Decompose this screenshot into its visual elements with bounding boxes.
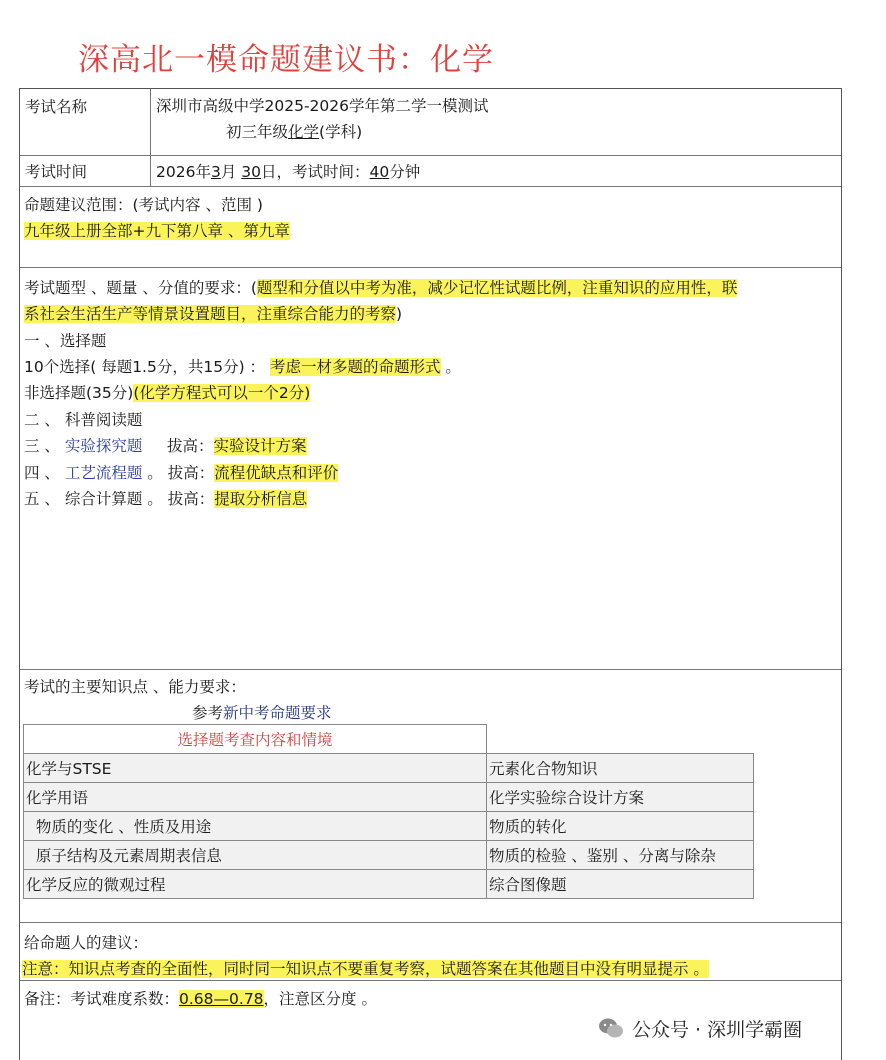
experiment-highlight: 实验设计方案 bbox=[213, 437, 307, 455]
requirement-item-process bbox=[24, 461, 338, 483]
wechat-official-account-icon bbox=[598, 1017, 624, 1039]
calculation-highlight: 提取分析信息 bbox=[214, 490, 308, 508]
table-row bbox=[24, 783, 754, 812]
process-title: 工艺流程题 bbox=[64, 464, 143, 482]
experiment-title: 实验探究题 bbox=[64, 437, 143, 455]
reference-prefix: 参考 bbox=[192, 704, 224, 722]
proposal-document bbox=[19, 88, 842, 1060]
requirement-item-calculation bbox=[24, 487, 307, 509]
advice-heading: 给命题人的建议： bbox=[24, 934, 149, 952]
minutes-unit: 分钟 bbox=[389, 163, 421, 181]
remark-suffix: ，注意区分度 。 bbox=[263, 990, 377, 1008]
exam-name-row bbox=[20, 89, 841, 156]
table-row bbox=[24, 754, 754, 783]
scope-content-text: 九年级上册全部+九下第八章 、第九章 bbox=[24, 222, 290, 240]
reference-link-text: 新中考命题要求 bbox=[223, 704, 332, 722]
nonchoice-highlight: (化学方程式可以一个2分) bbox=[133, 384, 311, 402]
process-prefix: 四 、 bbox=[24, 464, 65, 482]
table-cell: 元素化合物知识 bbox=[487, 754, 754, 783]
choice-detail-highlight: 考虑一材多题的命题形式 bbox=[269, 358, 441, 376]
table-cell: 化学实验综合设计方案 bbox=[487, 783, 754, 812]
process-highlight: 流程优缺点和评价 bbox=[214, 464, 339, 482]
exam-time-label: 考试时间 bbox=[20, 156, 151, 186]
requirement-item-choice: 一 、选择题 bbox=[24, 332, 107, 350]
remark-line bbox=[24, 987, 377, 1009]
table-header: 选择题考查内容和情境 bbox=[24, 725, 487, 754]
requirement-item-experiment bbox=[24, 434, 307, 456]
advice-note-text: 注意：知识点考查的全面性，同时同一知识点不要重复考察，试题答案在其他题目中没有明显提示 。 bbox=[22, 960, 709, 978]
exam-month: 3 bbox=[210, 163, 221, 181]
table-cell: 物质的检验 、鉴别 、分离与除杂 bbox=[487, 841, 754, 870]
choice-detail-suffix: 。 bbox=[440, 358, 461, 376]
knowledge-reference bbox=[192, 701, 332, 723]
difficulty-value: 0.68—0.78 bbox=[179, 990, 264, 1008]
nonchoice-prefix: 非选择题(35分) bbox=[24, 384, 134, 402]
table-cell: 综合图像题 bbox=[487, 870, 754, 899]
exam-name-line1: 深圳市高级中学2025-2026学年第二学一模测试 bbox=[156, 97, 489, 115]
exam-year: 2026年 bbox=[156, 163, 211, 181]
scope-heading: 命题建议范围：(考试内容 、范围 ) bbox=[24, 196, 263, 214]
table-row bbox=[24, 841, 754, 870]
remark-row bbox=[20, 981, 841, 1013]
exam-name-line2 bbox=[226, 120, 362, 142]
subject-suffix: (学科) bbox=[319, 123, 363, 141]
table-row bbox=[24, 870, 754, 899]
remark-prefix: 备注：考试难度系数： bbox=[24, 990, 180, 1008]
table-cell: 化学反应的微观过程 bbox=[24, 870, 487, 899]
watermark-text: 公众号 · 深圳学霸圈 bbox=[632, 1018, 803, 1041]
table-cell: 化学用语 bbox=[24, 783, 487, 812]
exam-day: 30 bbox=[241, 163, 261, 181]
advice-note bbox=[22, 957, 709, 979]
subject-text: 化学 bbox=[288, 123, 320, 141]
table-header-blank bbox=[487, 725, 754, 754]
advice-row bbox=[20, 923, 841, 981]
requirements-heading-prefix: 考试题型 、题量 、分值的要求：( bbox=[24, 279, 257, 297]
table-row bbox=[24, 812, 754, 841]
knowledge-heading: 考试的主要知识点 、能力要求： bbox=[24, 678, 246, 696]
table-cell: 物质的转化 bbox=[487, 812, 754, 841]
knowledge-row bbox=[20, 670, 841, 923]
table-cell: 化学与STSE bbox=[24, 754, 487, 783]
month-unit: 月 bbox=[220, 163, 242, 181]
scope-row bbox=[20, 187, 841, 268]
process-mid: 。 拔高： bbox=[142, 464, 215, 482]
requirements-heading-line1 bbox=[24, 276, 737, 298]
knowledge-table bbox=[23, 724, 754, 899]
experiment-prefix: 三 、 bbox=[24, 437, 65, 455]
choice-detail-prefix: 10个选择( 每题1.5分，共15分) ： bbox=[24, 358, 270, 376]
day-suffix: 日，考试时间： bbox=[261, 163, 370, 181]
exam-minutes: 40 bbox=[369, 163, 390, 181]
table-cell: 物质的变化 、性质及用途 bbox=[24, 812, 487, 841]
experiment-mid: 拔高： bbox=[142, 437, 214, 455]
exam-name-label: 考试名称 bbox=[20, 89, 151, 155]
requirement-item-choice-detail bbox=[24, 355, 461, 377]
scope-content bbox=[24, 219, 290, 241]
exam-time-value bbox=[156, 160, 420, 182]
table-header-row bbox=[24, 725, 754, 754]
table-cell: 原子结构及元素周期表信息 bbox=[24, 841, 487, 870]
requirement-item-nonchoice bbox=[24, 381, 310, 403]
calculation-prefix: 五 、 综合计算题 。 拔高： bbox=[24, 490, 215, 508]
requirement-item-reading: 二 、 科普阅读题 bbox=[24, 411, 143, 429]
page-title: 深高北一模命题建议书：化学 bbox=[78, 42, 494, 78]
watermark bbox=[598, 1013, 802, 1043]
requirements-heading-highlight1: 题型和分值以中考为准，减少记忆性试题比例，注重知识的应用性，联 bbox=[256, 279, 738, 297]
exam-time-row bbox=[20, 156, 841, 187]
grade-text: 初三年级 bbox=[226, 123, 289, 141]
requirements-heading-suffix: ) bbox=[396, 305, 403, 323]
requirements-heading-highlight2: 系社会生活生产等情景设置题目，注重综合能力的考察 bbox=[24, 305, 397, 323]
requirements-heading-line2 bbox=[24, 302, 402, 324]
requirements-row bbox=[20, 268, 841, 670]
